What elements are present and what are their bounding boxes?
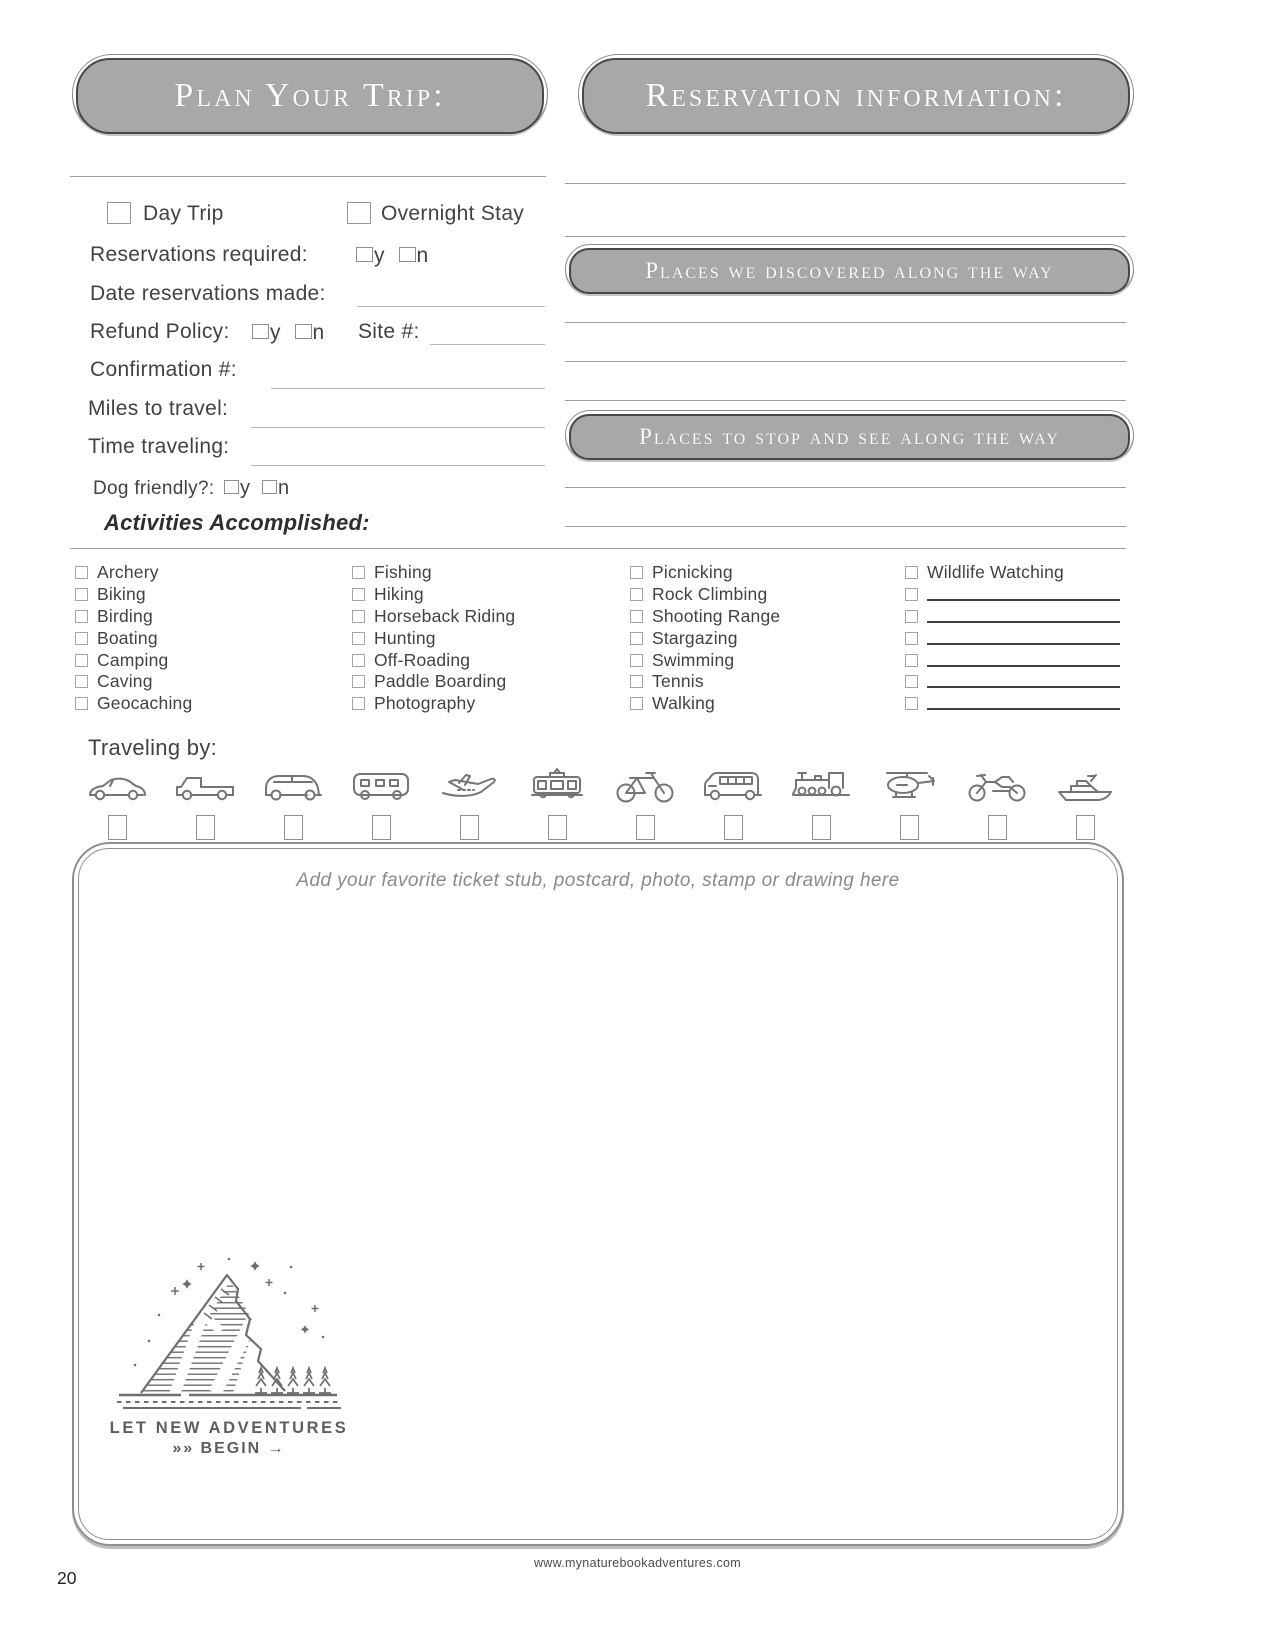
- boat-icon: [1047, 764, 1123, 808]
- activity-item: [75, 693, 352, 715]
- activity-checkbox[interactable]: [75, 566, 88, 579]
- reservations-no-checkbox[interactable]: [399, 247, 416, 262]
- activity-checkbox[interactable]: [905, 697, 918, 710]
- activity-item: [75, 606, 352, 628]
- activity-item: [630, 584, 905, 606]
- activity-checkbox[interactable]: [352, 632, 365, 645]
- activity-checkbox[interactable]: [905, 675, 918, 688]
- activity-item: [905, 671, 1128, 693]
- page-number: 20: [57, 1568, 77, 1588]
- activity-checkbox[interactable]: [352, 675, 365, 688]
- activity-item: [352, 606, 630, 628]
- travel-checkbox-helicopter[interactable]: [900, 815, 919, 840]
- activity-item: [905, 649, 1128, 671]
- plan-your-trip-title: Plan Your Trip:: [174, 77, 446, 114]
- activity-item: [352, 584, 630, 606]
- activity-checkbox[interactable]: [352, 697, 365, 710]
- activity-label: Hunting: [374, 627, 436, 648]
- activity-item: [905, 693, 1128, 715]
- activity-write-in-line[interactable]: [927, 632, 1120, 645]
- reservation-notes-line[interactable]: [565, 236, 1126, 237]
- reservation-notes-line[interactable]: [565, 183, 1126, 184]
- places-to-stop-line[interactable]: [565, 487, 1126, 488]
- mountain-logo-icon: [109, 1245, 349, 1411]
- activity-checkbox[interactable]: [630, 632, 643, 645]
- travel-mode-car: [75, 764, 159, 840]
- no-letter: n: [278, 477, 290, 499]
- travel-checkbox-motorcycle[interactable]: [988, 815, 1007, 840]
- activity-label: Birding: [97, 605, 153, 626]
- date-reservations-label: Date reservations made:: [90, 282, 326, 305]
- activity-checkbox[interactable]: [75, 697, 88, 710]
- day-trip-checkbox[interactable]: [107, 202, 131, 224]
- van-icon: [343, 764, 419, 808]
- footer-url: www.mynaturebookadventures.com: [533, 1556, 741, 1570]
- activity-checkbox[interactable]: [352, 610, 365, 623]
- left-column-divider: [70, 176, 546, 177]
- dog-no-checkbox[interactable]: [262, 480, 277, 494]
- travel-mode-van: [339, 764, 423, 840]
- activity-item: [352, 693, 630, 715]
- travel-checkbox-tram[interactable]: [548, 815, 567, 840]
- activity-checkbox[interactable]: [75, 610, 88, 623]
- train-icon: [783, 764, 859, 808]
- refund-yes-checkbox[interactable]: [252, 324, 269, 339]
- travel-mode-helicopter: [867, 764, 951, 840]
- activity-item: [75, 649, 352, 671]
- overnight-stay-checkbox[interactable]: [347, 202, 371, 224]
- activity-label: Rock Climbing: [652, 584, 768, 605]
- reservations-yes-checkbox[interactable]: [356, 247, 373, 262]
- activity-item: [352, 627, 630, 649]
- site-number-label: Site #:: [358, 320, 420, 343]
- activity-label: Camping: [97, 649, 169, 670]
- activity-item: [905, 606, 1128, 628]
- activity-label: Photography: [374, 693, 476, 714]
- places-discovered-line[interactable]: [565, 322, 1126, 323]
- travel-checkbox-car[interactable]: [108, 815, 127, 840]
- yes-letter: y: [270, 321, 281, 344]
- activity-label: Off-Roading: [374, 649, 471, 670]
- activity-checkbox[interactable]: [75, 654, 88, 667]
- activity-label: Hiking: [374, 584, 424, 605]
- activity-checkbox[interactable]: [352, 588, 365, 601]
- activity-checkbox[interactable]: [905, 654, 918, 667]
- activity-checkbox[interactable]: [630, 588, 643, 601]
- yes-letter: y: [374, 244, 385, 267]
- activity-checkbox[interactable]: [630, 566, 643, 579]
- miles-label: Miles to travel:: [88, 397, 229, 420]
- yes-letter: y: [240, 477, 250, 499]
- activity-checkbox[interactable]: [630, 697, 643, 710]
- places-discovered-title: Places we discovered along the way: [645, 258, 1054, 283]
- miles-line[interactable]: [251, 427, 545, 428]
- bus-icon: [695, 764, 771, 808]
- scrapbook-box: [72, 842, 1124, 1546]
- activity-checkbox[interactable]: [905, 566, 918, 579]
- travel-mode-bicycle: [603, 764, 687, 840]
- site-number-line[interactable]: [430, 344, 545, 345]
- activity-label: Picnicking: [652, 562, 733, 583]
- time-traveling-label: Time traveling:: [88, 435, 230, 458]
- confirmation-label: Confirmation #:: [90, 358, 237, 381]
- activity-checkbox[interactable]: [905, 588, 918, 601]
- activity-label: Paddle Boarding: [374, 671, 507, 692]
- no-letter: n: [416, 244, 429, 267]
- helicopter-icon: [871, 764, 947, 808]
- places-to-stop-banner: [565, 410, 1134, 460]
- scrapbook-hint: Add your favorite ticket stub, postcard, photo, stamp or drawing here: [296, 870, 900, 891]
- places-discovered-line[interactable]: [565, 400, 1126, 401]
- activity-checkbox[interactable]: [905, 610, 918, 623]
- reservation-info-banner: [578, 54, 1134, 134]
- activity-label: Tennis: [652, 671, 704, 692]
- logo-begin-text: »» BEGIN →: [172, 1440, 286, 1457]
- activity-item: [75, 627, 352, 649]
- activity-checkbox[interactable]: [630, 675, 643, 688]
- time-traveling-line[interactable]: [251, 465, 545, 466]
- places-discovered-banner-inner: [569, 248, 1130, 294]
- activity-label: Biking: [97, 584, 146, 605]
- travel-mode-boat: [1043, 764, 1127, 840]
- travel-mode-airplane: [427, 764, 511, 840]
- reservation-info-title: Reservation information:: [645, 77, 1067, 114]
- travel-checkbox-bus[interactable]: [724, 815, 743, 840]
- travel-mode-bus: [691, 764, 775, 840]
- activity-checkbox[interactable]: [630, 654, 643, 667]
- activities-grid: [75, 562, 1128, 715]
- travel-mode-tram: [515, 764, 599, 840]
- activity-label: Walking: [652, 693, 715, 714]
- activity-label: Geocaching: [97, 693, 193, 714]
- reservations-required-label: Reservations required:: [90, 243, 308, 266]
- travel-checkbox-boat[interactable]: [1076, 815, 1095, 840]
- activity-checkbox[interactable]: [75, 675, 88, 688]
- travel-checkbox-bicycle[interactable]: [636, 815, 655, 840]
- day-trip-label: Day Trip: [143, 202, 224, 225]
- activity-label: Boating: [97, 627, 158, 648]
- activities-title: Activities Accomplished:: [104, 510, 370, 535]
- activity-item: [630, 627, 905, 649]
- activity-item: [75, 671, 352, 693]
- activity-item: [630, 693, 905, 715]
- activity-checkbox[interactable]: [352, 654, 365, 667]
- confirmation-line[interactable]: [271, 388, 545, 389]
- travel-modes-row: [75, 764, 1127, 840]
- travel-mode-suv: [251, 764, 335, 840]
- activity-item: [905, 627, 1128, 649]
- travel-checkbox-van[interactable]: [372, 815, 391, 840]
- travel-mode-train: [779, 764, 863, 840]
- scrapbook-area[interactable]: [78, 848, 1118, 1540]
- activity-checkbox[interactable]: [352, 566, 365, 579]
- car-icon: [79, 764, 155, 808]
- traveling-by-label: Traveling by:: [88, 735, 218, 760]
- tram-icon: [519, 764, 595, 808]
- activity-label: Wildlife Watching: [927, 562, 1064, 583]
- pickup-truck-icon: [167, 764, 243, 808]
- no-letter: n: [312, 321, 325, 344]
- activity-label: Caving: [97, 671, 153, 692]
- reservation-info-banner-inner: [582, 58, 1130, 134]
- dog-friendly-label: Dog friendly?:: [93, 478, 215, 499]
- bicycle-icon: [607, 764, 683, 808]
- activity-checkbox[interactable]: [630, 610, 643, 623]
- travel-mode-pickup-truck: [163, 764, 247, 840]
- activity-checkbox[interactable]: [75, 588, 88, 601]
- activity-label: Stargazing: [652, 627, 738, 648]
- activity-item: [75, 562, 352, 584]
- travel-checkbox-suv[interactable]: [284, 815, 303, 840]
- activity-label: Shooting Range: [652, 605, 781, 626]
- activity-write-in-line[interactable]: [927, 675, 1120, 688]
- places-discovered-line[interactable]: [565, 361, 1126, 362]
- activity-item: [630, 671, 905, 693]
- activity-write-in-line[interactable]: [927, 697, 1120, 710]
- travel-mode-motorcycle: [955, 764, 1039, 840]
- logo-tagline: LET NEW ADVENTURES: [109, 1419, 349, 1437]
- adventure-logo: [107, 1245, 351, 1458]
- refund-no-checkbox[interactable]: [295, 324, 312, 339]
- places-discovered-banner: [565, 244, 1134, 294]
- places-to-stop-title: Places to stop and see along the way: [639, 424, 1060, 449]
- activity-label: Fishing: [374, 562, 432, 583]
- activity-write-in-line[interactable]: [927, 654, 1120, 667]
- activity-item: [630, 649, 905, 671]
- activity-checkbox[interactable]: [75, 632, 88, 645]
- travel-checkbox-airplane[interactable]: [460, 815, 479, 840]
- motorcycle-icon: [959, 764, 1035, 808]
- places-to-stop-banner-inner: [569, 414, 1130, 460]
- travel-checkbox-pickup-truck[interactable]: [196, 815, 215, 840]
- activity-label: Horseback Riding: [374, 605, 516, 626]
- suv-icon: [255, 764, 331, 808]
- places-to-stop-line[interactable]: [565, 526, 1126, 527]
- airplane-icon: [431, 764, 507, 808]
- activity-item: [630, 606, 905, 628]
- activity-item: [75, 584, 352, 606]
- activity-write-in-line[interactable]: [927, 610, 1120, 623]
- plan-your-trip-banner: [72, 54, 548, 134]
- activity-item: [905, 584, 1128, 606]
- overnight-stay-label: Overnight Stay: [381, 202, 525, 225]
- activity-write-in-line[interactable]: [927, 588, 1120, 601]
- activity-item: [352, 649, 630, 671]
- activity-item: [352, 671, 630, 693]
- refund-policy-label: Refund Policy:: [90, 320, 230, 343]
- dog-yes-checkbox[interactable]: [224, 480, 239, 494]
- activity-checkbox[interactable]: [905, 632, 918, 645]
- travel-checkbox-train[interactable]: [812, 815, 831, 840]
- activity-item: [905, 562, 1128, 584]
- activity-label: Swimming: [652, 649, 735, 670]
- plan-your-trip-banner-inner: [76, 58, 544, 134]
- date-reservations-line[interactable]: [357, 306, 545, 307]
- activity-item: [352, 562, 630, 584]
- activity-item: [630, 562, 905, 584]
- activity-label: Archery: [97, 562, 159, 583]
- activities-divider: [70, 548, 1126, 549]
